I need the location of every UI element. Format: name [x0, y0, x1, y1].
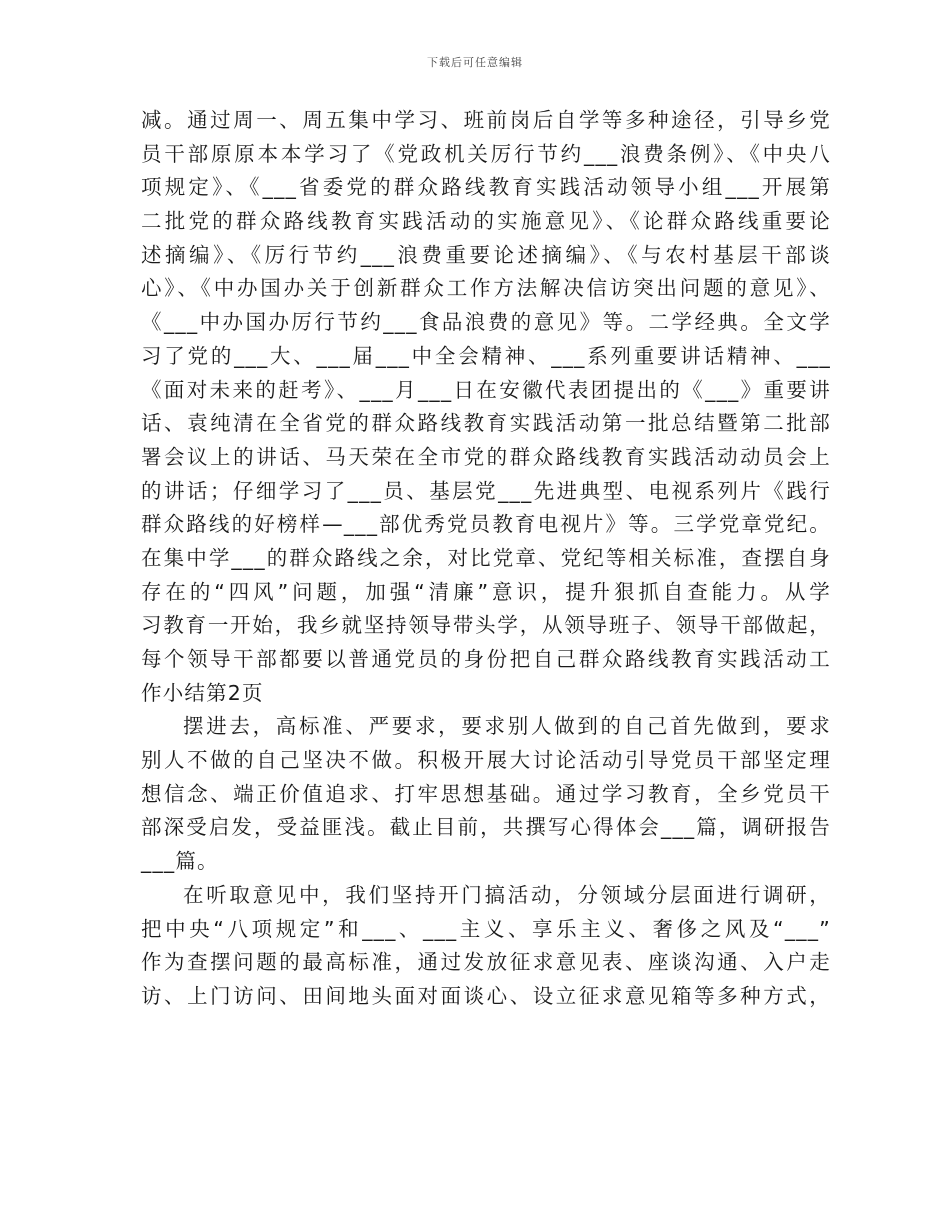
text-line: 摆进去，高标准、严要求，要求别人做到的自己首先做到，要求 [183, 714, 831, 739]
text-line: 每个领导干部都要以普通党员的身份把自己群众路线教育实践活动工 [141, 647, 831, 671]
text-line: 述摘编》、《厉行节约___浪费重要论述摘编》、《与农村基层干部谈 [141, 242, 831, 267]
text-line: 别人不做的自己坚决不做。积极开展大讨论活动引导党员干部坚定理 [141, 748, 831, 773]
text-line: 《面对未来的赶考》、___月___日在安徽代表团提出的《___》重要讲 [141, 377, 831, 402]
text-line: 在集中学___的群众路线之余，对比党章、党纪等相关标准，查摆自身 [141, 545, 831, 570]
text-line: 的讲话；仔细学习了___员、基层党___先进典型、电视系列片《践行 [141, 478, 831, 503]
text-line: 把中央“八项规定”和___、___主义、享乐主义、奢侈之风及“___” [141, 916, 831, 941]
page-header: 下载后可任意编辑 [427, 56, 523, 69]
text-line: 二批党的群众路线教育实践活动的实施意见》、《论群众路线重要论 [141, 209, 831, 234]
document-body [141, 104, 831, 1014]
text-line: 想信念、端正价值追求、打牢思想基础。通过学习教育，全乡党员干 [141, 781, 831, 806]
text-line: 《___中办国办厉行节约___食品浪费的意见》等。二学经典。全文学 [141, 310, 831, 335]
text-line: ___篇。 [141, 849, 219, 874]
text-line: 群众路线的好榜样—___部优秀党员教育电视片》等。三学党章党纪。 [141, 512, 831, 537]
text-line: 存在的“四风”问题，加强“清廉”意识，提升狠抓自查能力。从学 [141, 579, 831, 604]
text-line: 在听取意见中，我们坚持开门搞活动，分领域分层面进行调研， [183, 882, 831, 907]
text-line: 部深受启发，受益匪浅。截止目前，共撰写心得体会___篇，调研报告 [141, 815, 831, 840]
text-line: 话、袁纯清在全省党的群众路线教育实践活动第一批总结暨第二批部 [141, 411, 831, 436]
text-line: 署会议上的讲话、马天荣在全市党的群众路线教育实践活动动员会上 [141, 444, 831, 469]
text-line: 项规定》、《___省委党的群众路线教育实践活动领导小组___开展第 [141, 175, 831, 200]
text-line: 访、上门访问、田间地头面对面谈心、设立征求意见箱等多种方式， [141, 983, 831, 1008]
text-line: 员干部原原本本学习了《党政机关厉行节约___浪费条例》、《中央八 [141, 141, 831, 166]
text-line: 心》、《中办国办关于创新群众工作方法解决信访突出问题的意见》、 [141, 276, 831, 301]
text-line: 减。通过周一、周五集中学习、班前岗后自学等多种途径，引导乡党 [141, 108, 831, 132]
text-line: 习了党的___大、___届___中全会精神、___系列重要讲话精神、___ [141, 343, 831, 368]
text-line: 习教育一开始，我乡就坚持领导带头学，从领导班子、领导干部做起， [141, 613, 831, 638]
text-line: 作小结第2页 [141, 680, 264, 705]
text-line: 作为查摆问题的最高标准，通过发放征求意见表、座谈沟通、入户走 [141, 950, 831, 975]
